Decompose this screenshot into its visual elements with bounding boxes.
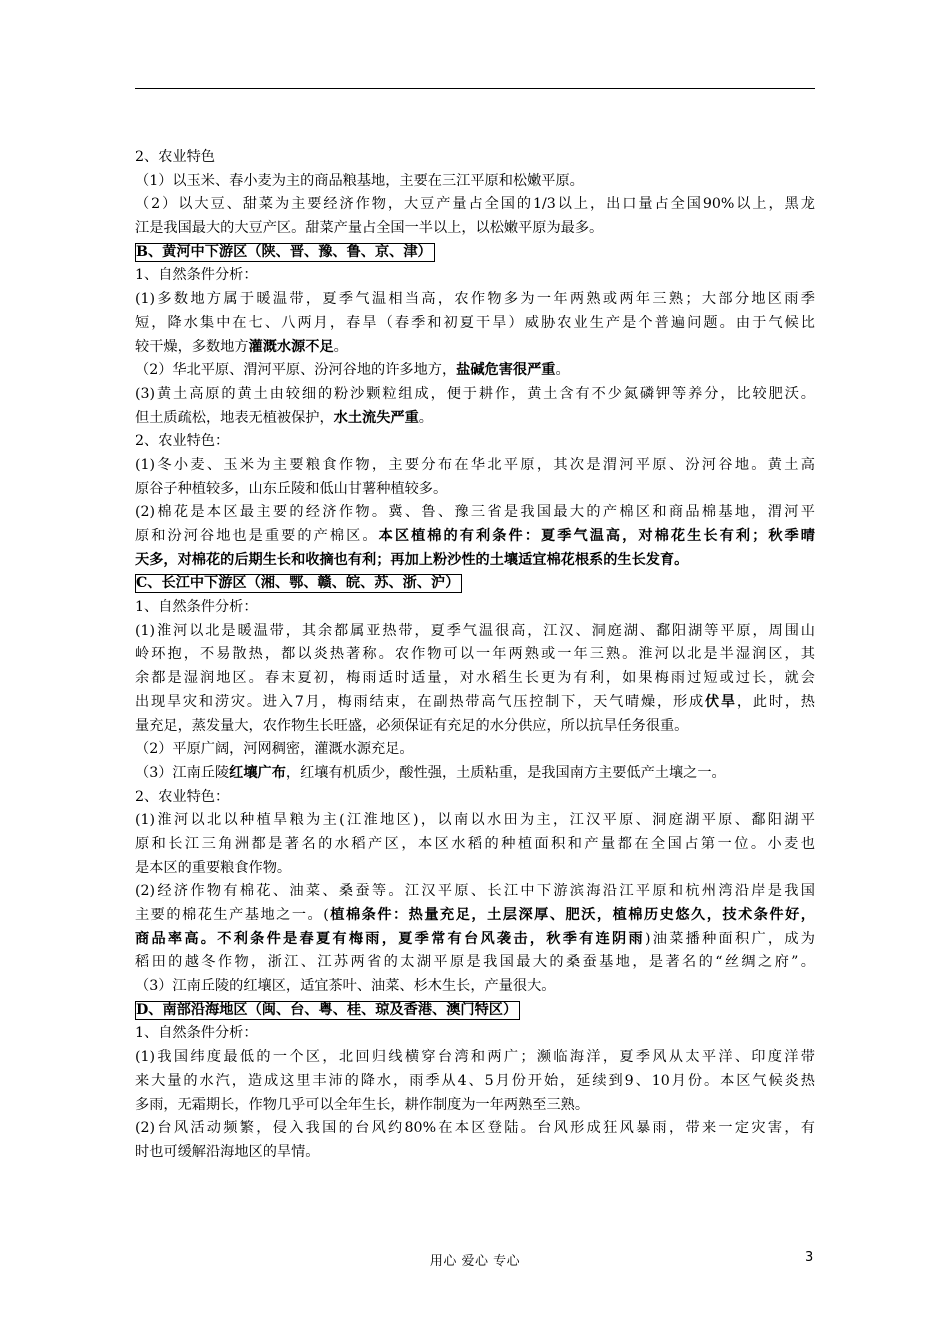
text-segment: 但土质疏松，地表无植被保护， [135, 409, 334, 426]
footer-motto: 用心 爱心 专心 [429, 1254, 521, 1269]
text-segment: 主要的棉花生产基地之一。( [135, 907, 329, 923]
text-line [135, 407, 815, 431]
bold-text: 伏旱 [704, 693, 737, 710]
text-line [135, 667, 815, 691]
text-line [135, 170, 815, 194]
section-heading [135, 241, 815, 265]
text-segment: ，此时，热 [736, 693, 815, 710]
text-segment: (2)经济作物有棉花、油菜、桑蚕等。江汉平原、长江中下游滨海沿江平原和杭州湾沿岸是我国 [135, 883, 815, 900]
bold-text: 盐碱危害很严重 [456, 362, 556, 379]
text-line [135, 312, 815, 336]
text-line [135, 596, 815, 620]
text-segment: (1)我国纬度最低的一个区，北回归线横穿台湾和两广；濒临海洋，夏季风从太平洋、印度洋带 [135, 1049, 815, 1066]
text-segment: (3)黄土高原的黄土由较细的粉沙颗粒组成，便于耕作，黄土含有不少氮磷钾等养分，比较肥沃。 [135, 385, 815, 402]
text-segment: 。 [333, 338, 348, 355]
text-line [135, 336, 815, 360]
text-line [135, 193, 815, 217]
text-line [135, 691, 815, 715]
text-line [135, 857, 815, 881]
text-segment: (2)棉花是本区最主要的经济作物。冀、鲁、豫三省是我国最大的产棉区和商品棉基地，渭河平 [135, 504, 815, 521]
text-line [135, 549, 815, 573]
bold-text: 水土流失严重 [333, 409, 419, 426]
section-heading-box [135, 1001, 520, 1020]
text-segment: ，红壤有机质少，酸性强，土质粘重，是我国南方主要低产土壤之一。 [285, 764, 726, 781]
text-segment: 余都是湿润地区。春末夏初，梅雨适时适量，对水稻生长更为有利，如果梅雨过短或过长，就会 [135, 670, 815, 687]
text-segment: 来大量的水汽，造成这里丰沛的降水，雨季从4、5月份开始，延续到9、10月份。本区气候炎热 [135, 1072, 815, 1089]
text-segment: （2）华北平原、渭河平原、汾河谷地的许多地方， [135, 362, 457, 379]
text-line [135, 1070, 815, 1094]
text-segment: （3）江南丘陵的红壤区，适宜茶叶、油菜、杉木生长，产量很大。 [135, 978, 556, 995]
text-segment: D、南部沿海地区（闽、台、粤、桂、琼及香港、澳门特区） [136, 1001, 518, 1018]
text-segment: 。 [418, 409, 433, 426]
text-line [135, 1117, 815, 1141]
bold-text: 本区植棉的有利条件：夏季气温高，对棉花生长有利；秋季晴 [378, 528, 815, 544]
text-segment: )油菜播种面积广，成为 [644, 930, 815, 947]
text-segment: 江是我国最大的大豆产区。甜菜产量占全国一半以上，以松嫩平原为最多。 [135, 220, 604, 237]
text-segment: 2、农业特色： [135, 433, 230, 450]
text-segment: 2、农业特色： [135, 788, 230, 805]
text-line [135, 430, 815, 454]
text-segment: 原和长江三角洲都是著名的水稻产区，本区水稻的种植面积和产量都在全国占第一位。小麦也 [135, 835, 815, 852]
section-heading [135, 999, 815, 1023]
text-line [135, 525, 815, 549]
text-line [135, 478, 815, 502]
bold-text: 红壤广布 [229, 764, 286, 781]
text-line [135, 809, 815, 833]
text-segment: 1、自然条件分析： [135, 1025, 258, 1042]
text-segment: 稻田的越冬作物，浙江、江苏两省的太湖平原是我国最大的桑蚕基地，是著名的“丝绸之府”。 [135, 954, 815, 971]
text-line [135, 786, 815, 810]
text-segment: 1、自然条件分析： [135, 599, 258, 616]
text-line [135, 1141, 815, 1165]
text-line [135, 1022, 815, 1046]
text-line [135, 454, 815, 478]
text-line [135, 762, 815, 786]
text-line [135, 359, 815, 383]
text-line [135, 1094, 815, 1118]
text-segment: 原和汾河谷地也是重要的产棉区。 [135, 528, 379, 544]
text-segment: 岭环抱，不易散热，都以炎热著称。农作物可以一年两熟或一年三熟。淮河以北是半湿润区，其 [135, 646, 815, 663]
text-segment: （2）以大豆、甜菜为主要经济作物，大豆产量占全国的1/3以上，出口量占全国90%以上，黑龙 [135, 196, 815, 213]
text-line [135, 880, 815, 904]
text-line [135, 928, 815, 952]
text-segment: 时也可缓解沿海地区的旱情。 [135, 1143, 320, 1160]
bold-text: 植棉条件：热量充足，土层深厚、肥沃，植棉历史悠久，技术条件好， [328, 907, 815, 923]
text-segment: 2、农业特色 [135, 149, 215, 165]
text-line [135, 146, 815, 170]
text-line [135, 501, 815, 525]
bold-text: 商品率高。不利条件是春夏有梅雨，夏季常有台风袭击，秋季有连阴雨 [135, 930, 645, 947]
text-segment: （3）江南丘陵 [135, 764, 230, 781]
text-segment: (1)淮河以北以种植旱粮为主(江淮地区)，以南以水田为主，江汉平原、洞庭湖平原、鄱阳湖平 [135, 812, 815, 829]
text-segment: (1)冬小麦、玉米为主要粮食作物，主要分布在华北平原，其次是渭河平原、汾河谷地。黄土高 [135, 456, 815, 473]
text-segment: 量充足，蒸发量大，农作物生长旺盛，必须保证有充足的水分供应，所以抗旱任务很重。 [135, 717, 689, 734]
text-line [135, 1046, 815, 1070]
text-line [135, 264, 815, 288]
text-line [135, 975, 815, 999]
text-segment: B、黄河中下游区（陕、晋、豫、鲁、京、津） [136, 243, 432, 260]
text-line [135, 620, 815, 644]
text-segment: 多雨，无霜期长，作物几乎可以全年生长，耕作制度为一年两熟至三熟。 [135, 1096, 590, 1113]
bold-text: 灌溉水源不足 [248, 338, 334, 355]
text-segment: (2)台风活动频繁，侵入我国的台风约80%在本区登陆。台风形成狂风暴雨，带来一定灾害，有 [135, 1120, 815, 1137]
text-segment: 是本区的重要粮食作物。 [135, 859, 292, 876]
text-segment: 较干燥，多数地方 [135, 338, 249, 355]
section-heading-box [135, 574, 462, 593]
text-line [135, 217, 815, 241]
text-segment: 1、自然条件分析： [135, 267, 258, 284]
text-line [135, 715, 815, 739]
text-line [135, 643, 815, 667]
document-body [135, 146, 815, 1165]
text-line [135, 951, 815, 975]
section-heading-box [135, 243, 435, 262]
text-segment: 出现旱灾和涝灾。进入7月，梅雨结束，在副热带高气压控制下，天气晴燥，形成 [135, 693, 705, 710]
text-segment: C、长江中下游区（湘、鄂、赣、皖、苏、浙、沪） [136, 575, 460, 592]
text-line [135, 833, 815, 857]
text-line [135, 383, 815, 407]
text-line [135, 738, 815, 762]
page-number: 3 [805, 1250, 814, 1265]
text-segment: 原谷子种植较多，山东丘陵和低山甘薯种植较多。 [135, 480, 448, 497]
text-line [135, 288, 815, 312]
text-segment: 。 [555, 362, 570, 379]
text-segment: (1)多数地方属于暖温带，夏季气温相当高，农作物多为一年两熟或两年三熟；大部分地区雨季 [135, 291, 815, 308]
bold-text: 天多，对棉花的后期生长和收摘也有利；再加上粉沙性的土壤适宜棉花根系的生长发育。 [135, 551, 689, 568]
section-heading [135, 572, 815, 596]
header-rule [135, 88, 815, 89]
text-segment: （1）以玉米、春小麦为主的商品粮基地，主要在三江平原和松嫩平原。 [135, 172, 584, 189]
text-segment: （2）平原广阔，河网稠密，灌溉水源充足。 [135, 741, 414, 758]
text-segment: (1)淮河以北是暖温带，其余都属亚热带，夏季气温很高，江汉、洞庭湖、鄱阳湖等平原，周围山 [135, 622, 815, 639]
text-line [135, 904, 815, 928]
text-segment: 短，降水集中在七、八两月，春旱（春季和初夏干旱）威胁农业生产是个普遍问题。由于气候比 [135, 314, 815, 331]
